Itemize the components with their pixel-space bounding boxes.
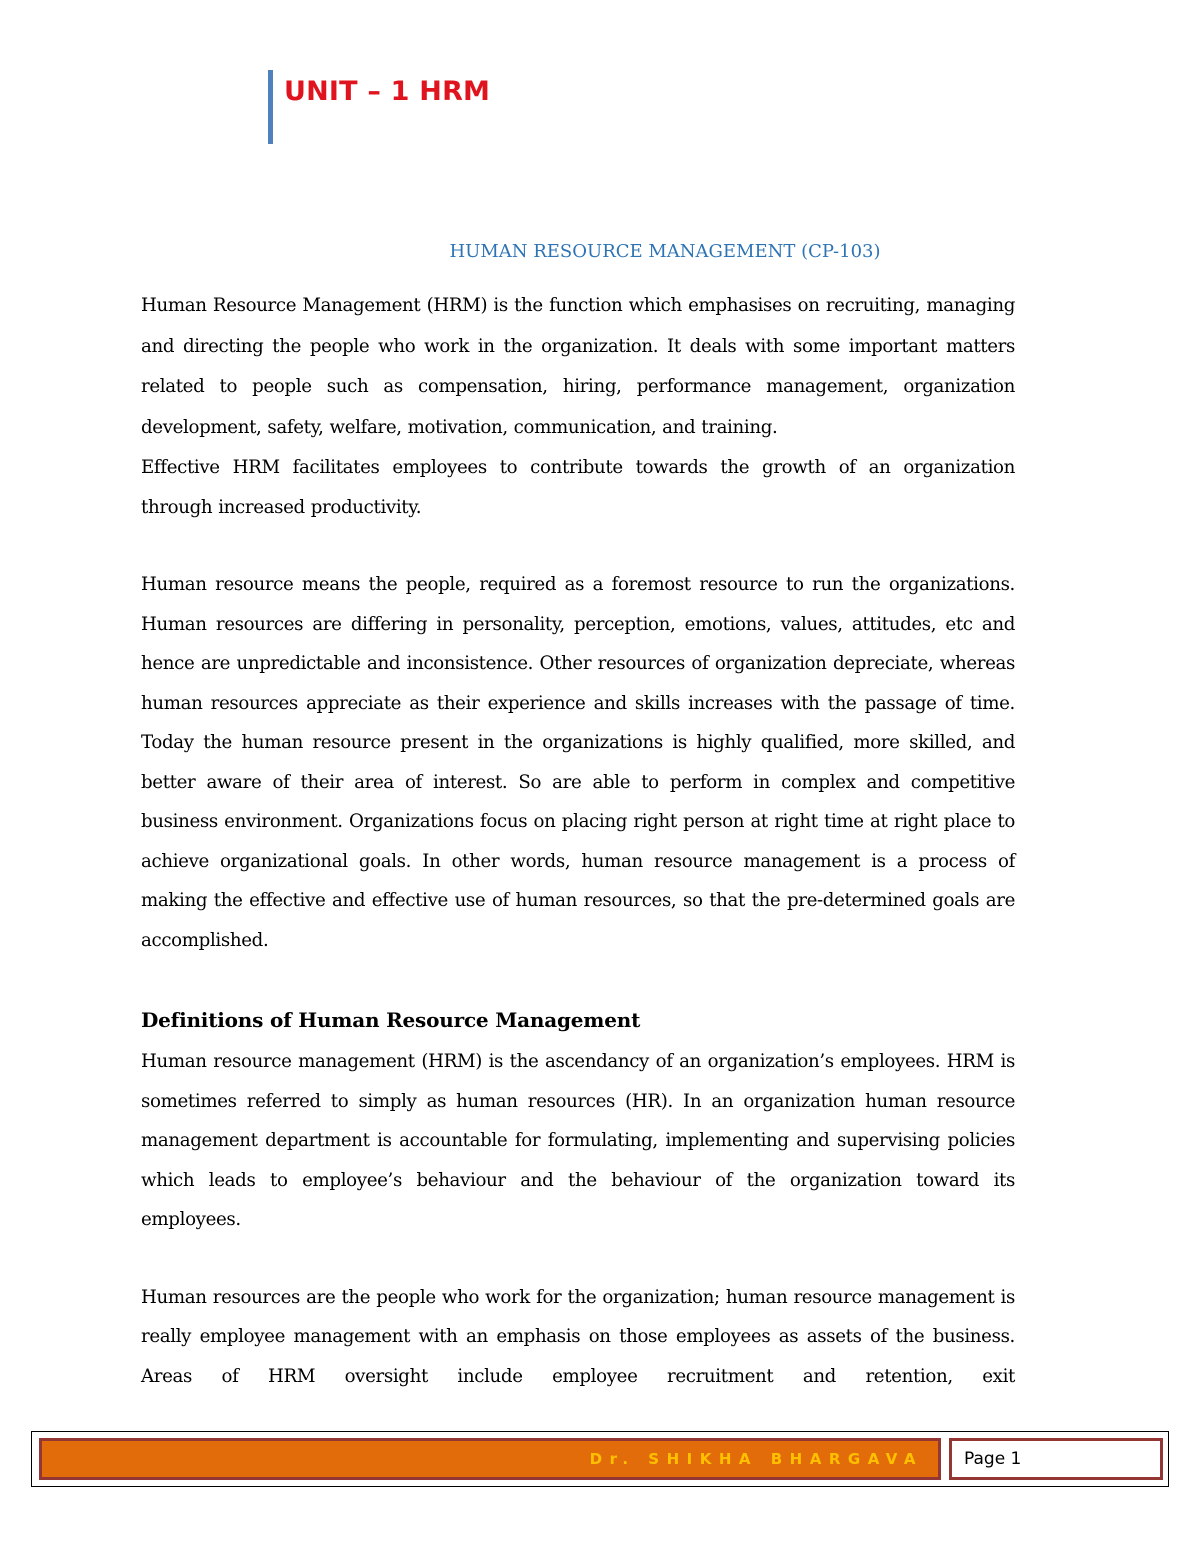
unit-title: UNIT – 1 HRM (284, 76, 491, 107)
footer-inner (39, 1438, 1163, 1480)
paragraph-gap (141, 1240, 1015, 1278)
page-number: Page 1 (949, 1438, 1163, 1480)
course-title: HUMAN RESOURCE MANAGEMENT (CP-103) (449, 241, 881, 262)
paragraph-gap (141, 960, 1015, 998)
header-accent-bar (268, 70, 273, 144)
paragraph-gap (141, 527, 1015, 565)
footer-separator (941, 1438, 949, 1480)
footer-author-box (39, 1438, 941, 1480)
definitions-paragraph-2: Human resources are the people who work for the organization; human resource management is really employee management with an emphasis on those employees as assets of the business. Areas of HRM oversight include employee recruitment and retention, exit (141, 1286, 1015, 1387)
definitions-heading: Definitions of Human Resource Management (141, 1008, 641, 1032)
definitions-paragraph-1: Human resource management (HRM) is the ascendancy of an organization’s employees. HRM is sometimes referred to simply as human resources (HR). In an organization human resource management department is accountable for formulating, implementing and supervising policies which leads to employee’s behaviour and the behaviour of the organization toward its employees. (141, 1051, 1015, 1230)
footer-author-band (45, 1444, 935, 1474)
intro-paragraph-1: Human Resource Management (HRM) is the function which emphasises on recruiting, managing and directing the people who work in the organization. It deals with some important matters related to people such as compensation, hiring, performance management, organization development, safety, welfare, motivation, communication, and training. (141, 295, 1015, 438)
intro-paragraph-2: Effective HRM facilitates employees to contribute towards the growth of an organization through increased productivity. (141, 457, 1015, 518)
intro-paragraph-3: Human resource means the people, required as a foremost resource to run the organizations. Human resources are differing in personality, perception, emotions, values, attitudes, etc and hence are unpredictable and inconsistence. Other resources of organization depreciate, whereas human resources appreciate as their experience and skills increases with the passage of time. Today the human resource present in the organizations is highly qualified, more skilled, and better aware of their area of interest. So are able to perform in complex and competitive business environment. Organizations focus on placing right person at right time at right place to achieve organizational goals. In other words, human resource management is a process of making the effective and effective use of human resources, so that the pre-determined goals are accomplished. (141, 574, 1015, 951)
page-footer (31, 1431, 1169, 1487)
page-body (141, 236, 1015, 1396)
author-name: Dr. SHIKHA BHARGAVA (589, 1450, 923, 1468)
